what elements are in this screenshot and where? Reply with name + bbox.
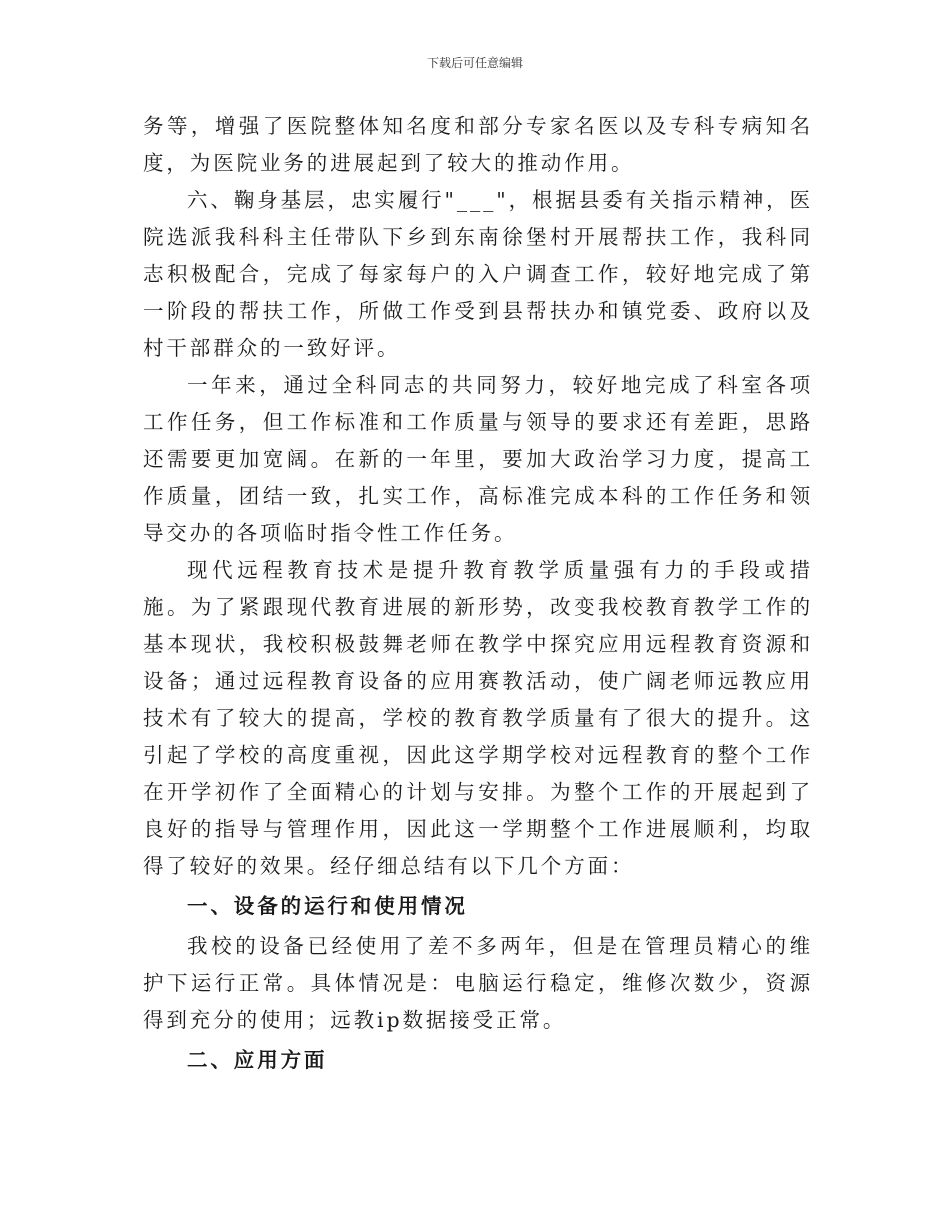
document-body [143,108,813,1079]
section-heading-application: 二、应用方面 [187,1048,328,1072]
paragraph-continuation: 务等，增强了医院整体知名度和部分专家名医以及专科专病知名度，为医院业务的进展起到了较大的推动作用。 [143,114,813,175]
paragraph-poverty-alleviation: 六、鞠身基层，忠实履行"___"，根据县委有关指示精神，医院选派我科科主任带队下乡到东南徐堡村开展帮扶工作，我科同志积极配合，完成了每家每户的入户调查工作，较好地完成了第一阶段的帮扶工作，所做工作受到县帮扶办和镇党委、政府以及村干部群众的一致好评。 [143,188,813,360]
page-header: 下载后可任意编辑 [426,56,523,70]
section-heading-equipment: 一、设备的运行和使用情况 [187,894,468,918]
paragraph-year-summary: 一年来，通过全科同志的共同努力，较好地完成了科室各项工作任务，但工作标准和工作质量与领导的要求还有差距，思路还需要更加宽阔。在新的一年里，要加大政治学习力度，提高工作质量，团结一致，扎实工作，高标准完成本科的工作任务和领导交办的各项临时指令性工作任务。 [143,373,813,545]
paragraph-remote-education-intro: 现代远程教育技术是提升教育教学质量强有力的手段或措施。为了紧跟现代教育进展的新形势，改变我校教育教学工作的基本现状，我校积极鼓舞老师在教学中探究应用远程教育资源和设备；通过远程教育设备的应用赛教活动，使广阔老师远教应用技术有了较大的提高，学校的教育教学质量有了很大的提升。这引起了学校的高度重视，因此这学期学校对远程教育的整个工作在开学初作了全面精心的计划与安排。为整个工作的开展起到了良好的指导与管理作用，因此这一学期整个工作进展顺利，均取得了较好的效果。经仔细总结有以下几个方面： [143,558,813,878]
paragraph-equipment-status: 我校的设备已经使用了差不多两年，但是在管理员精心的维护下运行正常。具体情况是：电脑运行稳定，维修次数少，资源得到充分的使用；远教ip数据接受正常。 [143,934,813,1032]
